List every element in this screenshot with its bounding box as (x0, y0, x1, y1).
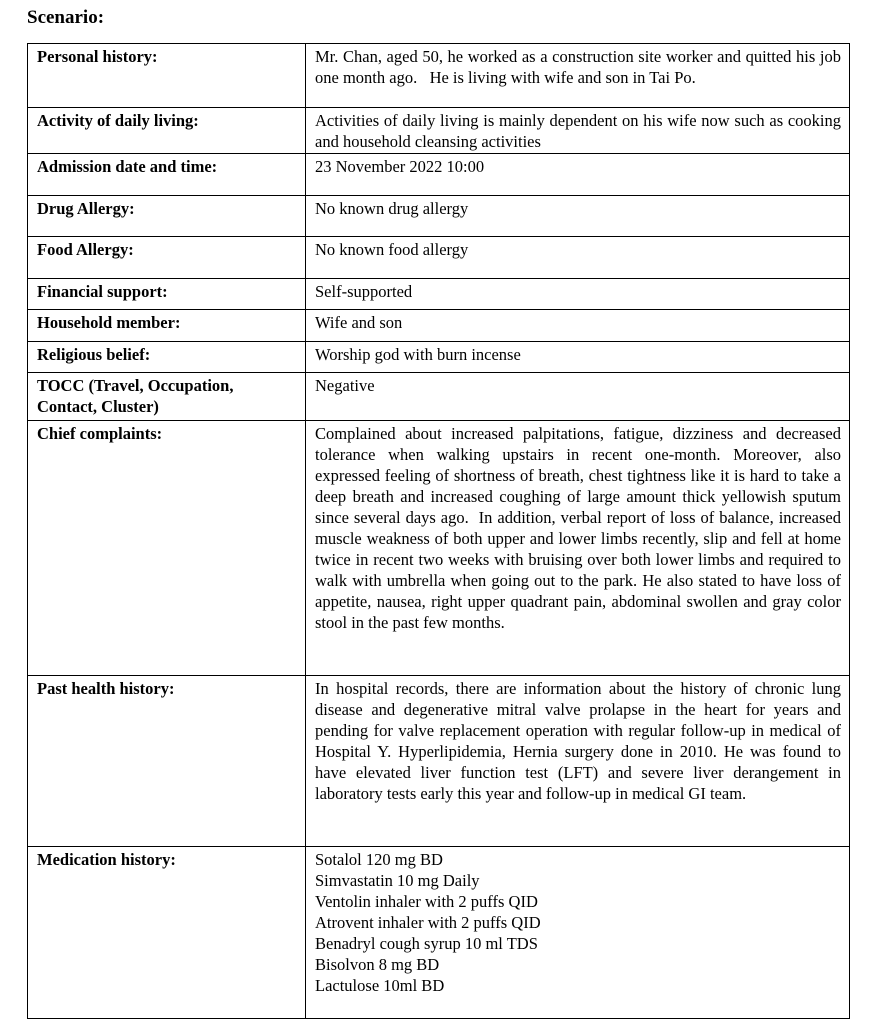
scenario-table (27, 43, 850, 1019)
medication-item: Atrovent inhaler with 2 puffs QID (315, 913, 541, 932)
table-row-medication-history (28, 847, 850, 1019)
tocc-value: Negative (306, 373, 850, 421)
food-allergy-value: No known food allergy (306, 237, 850, 279)
medication-item: Bisolvon 8 mg BD (315, 955, 440, 974)
table-row-tocc (28, 373, 850, 421)
medication-history-value (306, 847, 850, 1019)
religious-belief-value: Worship god with burn incense (306, 342, 850, 373)
admission-date-label: Admission date and time: (28, 154, 306, 196)
table-row-personal-history (28, 44, 850, 108)
financial-support-label: Financial support: (28, 279, 306, 310)
chief-complaints-label: Chief complaints: (28, 421, 306, 676)
medication-item: Ventolin inhaler with 2 puffs QID (315, 892, 538, 911)
table-row-religious-belief (28, 342, 850, 373)
table-row-chief-complaints (28, 421, 850, 676)
medication-history-label: Medication history: (28, 847, 306, 1019)
table-row-past-health-history (28, 676, 850, 847)
religious-belief-label: Religious belief: (28, 342, 306, 373)
drug-allergy-value: No known drug allergy (306, 196, 850, 237)
table-row-activity-daily-living (28, 108, 850, 154)
personal-history-label: Personal history: (28, 44, 306, 108)
financial-support-value: Self-supported (306, 279, 850, 310)
medication-item: Lactulose 10ml BD (315, 976, 445, 995)
table-row-admission-date (28, 154, 850, 196)
activity-daily-living-label: Activity of daily living: (28, 108, 306, 154)
medication-item: Benadryl cough syrup 10 ml TDS (315, 934, 538, 953)
past-health-history-value: In hospital records, there are information about the history of chronic lung disease and degenerative mitral valve prolapse in the heart for years and pending for valve replacement operation with regular follow-up in medical of Hospital Y. Hyperlipidemia, Hernia surgery done in 2010. He was found to have elevated liver function test (LFT) and severe liver derangement in laboratory tests early this year and follow-up in medical GI team. (306, 676, 850, 847)
past-health-history-label: Past health history: (28, 676, 306, 847)
household-member-value: Wife and son (306, 310, 850, 342)
activity-daily-living-value: Activities of daily living is mainly dependent on his wife now such as cooking and household cleansing activities (306, 108, 850, 154)
table-row-drug-allergy (28, 196, 850, 237)
drug-allergy-label: Drug Allergy: (28, 196, 306, 237)
scenario-heading: Scenario: (27, 7, 105, 28)
tocc-label: TOCC (Travel, Occupation, Contact, Cluster) (28, 373, 306, 421)
chief-complaints-value: Complained about increased palpitations, fatigue, dizziness and decreased tolerance when walking upstairs in recent one-month. Moreover, also expressed feeling of shortness of breath, chest tightness like it is hard to take a deep breath and increased coughing of large amount thick yellowish sputum since several days ago. In addition, verbal report of loss of balance, increased muscle weakness of both upper and lower limbs recently, slip and fell at home twice in recent two weeks with bruising over both lower limbs and required to walk with umbrella when going out to the park. He also stated to have loss of appetite, nausea, right upper quadrant pain, abdominal swollen and gray color stool in the past few months. (306, 421, 850, 676)
personal-history-value: Mr. Chan, aged 50, he worked as a construction site worker and quitted his job one month ago. He is living with wife and son in Tai Po. (306, 44, 850, 108)
medication-item: Sotalol 120 mg BD (315, 850, 443, 869)
admission-date-value: 23 November 2022 10:00 (306, 154, 850, 196)
table-row-financial-support (28, 279, 850, 310)
household-member-label: Household member: (28, 310, 306, 342)
medication-item: Simvastatin 10 mg Daily (315, 871, 480, 890)
food-allergy-label: Food Allergy: (28, 237, 306, 279)
table-row-household-member (28, 310, 850, 342)
table-row-food-allergy (28, 237, 850, 279)
